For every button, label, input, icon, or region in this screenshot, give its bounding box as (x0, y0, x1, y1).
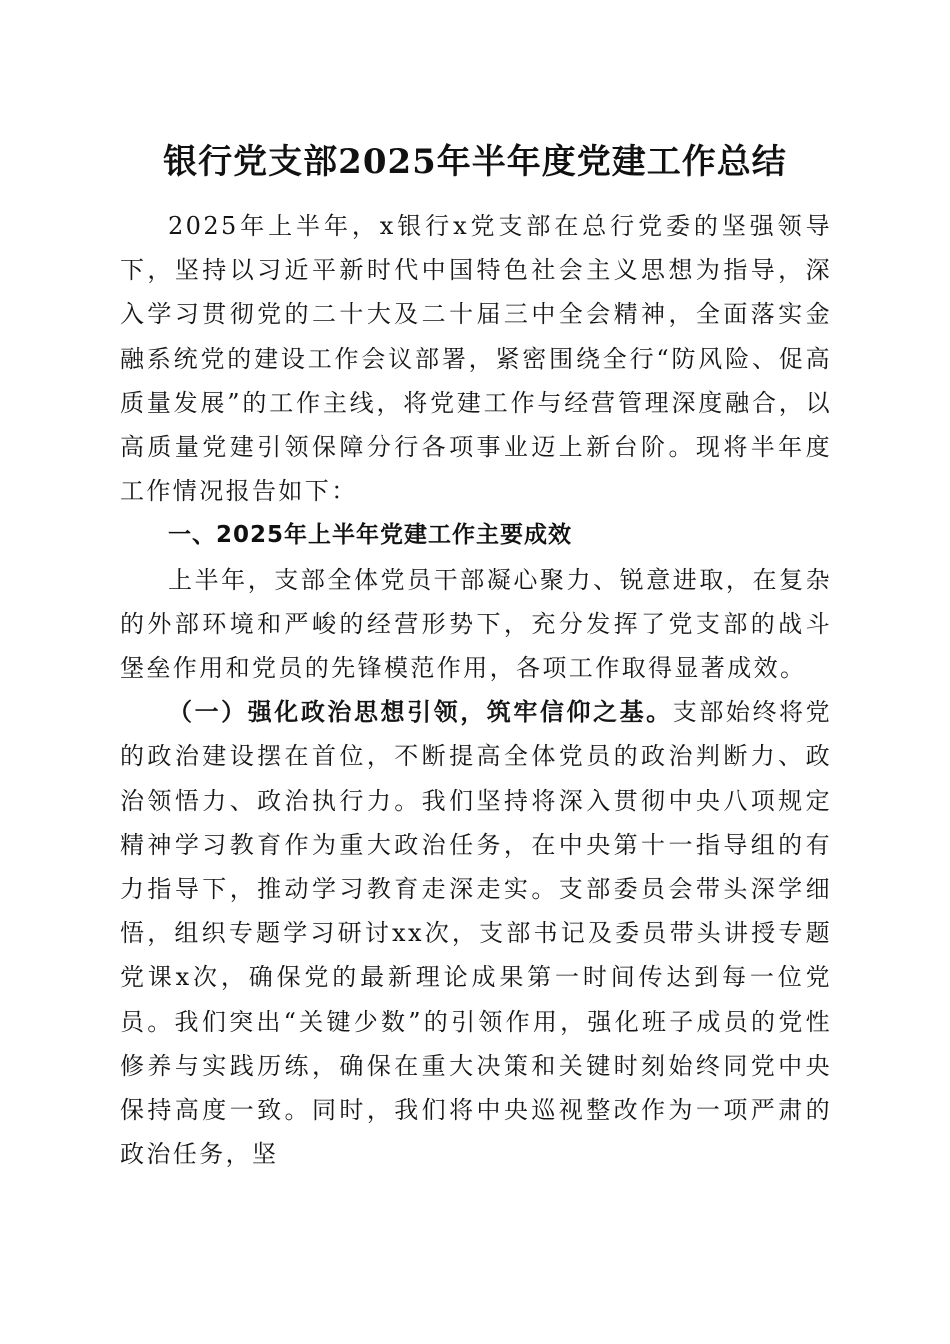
subsection-1-body: 支部始终将党的政治建设摆在首位，不断提高全体党员的政治判断力、政治领悟力、政治执行力。我们坚持将深入贯彻中央八项规定精神学习教育作为重大政治任务，在中央第十一指导组的有力指导下，推动学习教育走深走实。支部委员会带头深学细悟，组织专题学习研讨xx次，支部书记及委员带头讲授专题党课x次，确保党的最新理论成果第一时间传达到每一位党员。我们突出“关键少数”的引领作用，强化班子成员的党性修养与实践历练，确保在重大决策和关键时刻始终同党中央保持高度一致。同时，我们将中央巡视整改作为一项严肃的政治任务，坚 (120, 698, 832, 1169)
document-body (120, 204, 832, 1176)
intro-paragraph: 2025年上半年，x银行x党支部在总行党委的坚强领导下，坚持以习近平新时代中国特色社会主义思想为指导，深入学习贯彻党的二十大及二十届三中全会精神，全面落实金融系统党的建设工作会议部署，紧密围绕全行“防风险、促高质量发展”的工作主线，将党建工作与经营管理深度融合，以高质量党建引领保障分行各项事业迈上新台阶。现将半年度工作情况报告如下： (120, 212, 832, 506)
section-1-heading: 一、2025年上半年党建工作主要成效 (168, 522, 573, 549)
document-title: 银行党支部2025年半年度党建工作总结 (163, 142, 787, 182)
section-1-paragraph: 上半年，支部全体党员干部凝心聚力、锐意进取，在复杂的外部环境和严峻的经营形势下，充分发挥了党支部的战斗堡垒作用和党员的先锋模范作用，各项工作取得显著成效。 (120, 565, 832, 683)
subsection-1-paragraph (120, 690, 832, 1176)
subsection-1-lead: （一）强化政治思想引领，筑牢信仰之基。 (168, 697, 673, 727)
